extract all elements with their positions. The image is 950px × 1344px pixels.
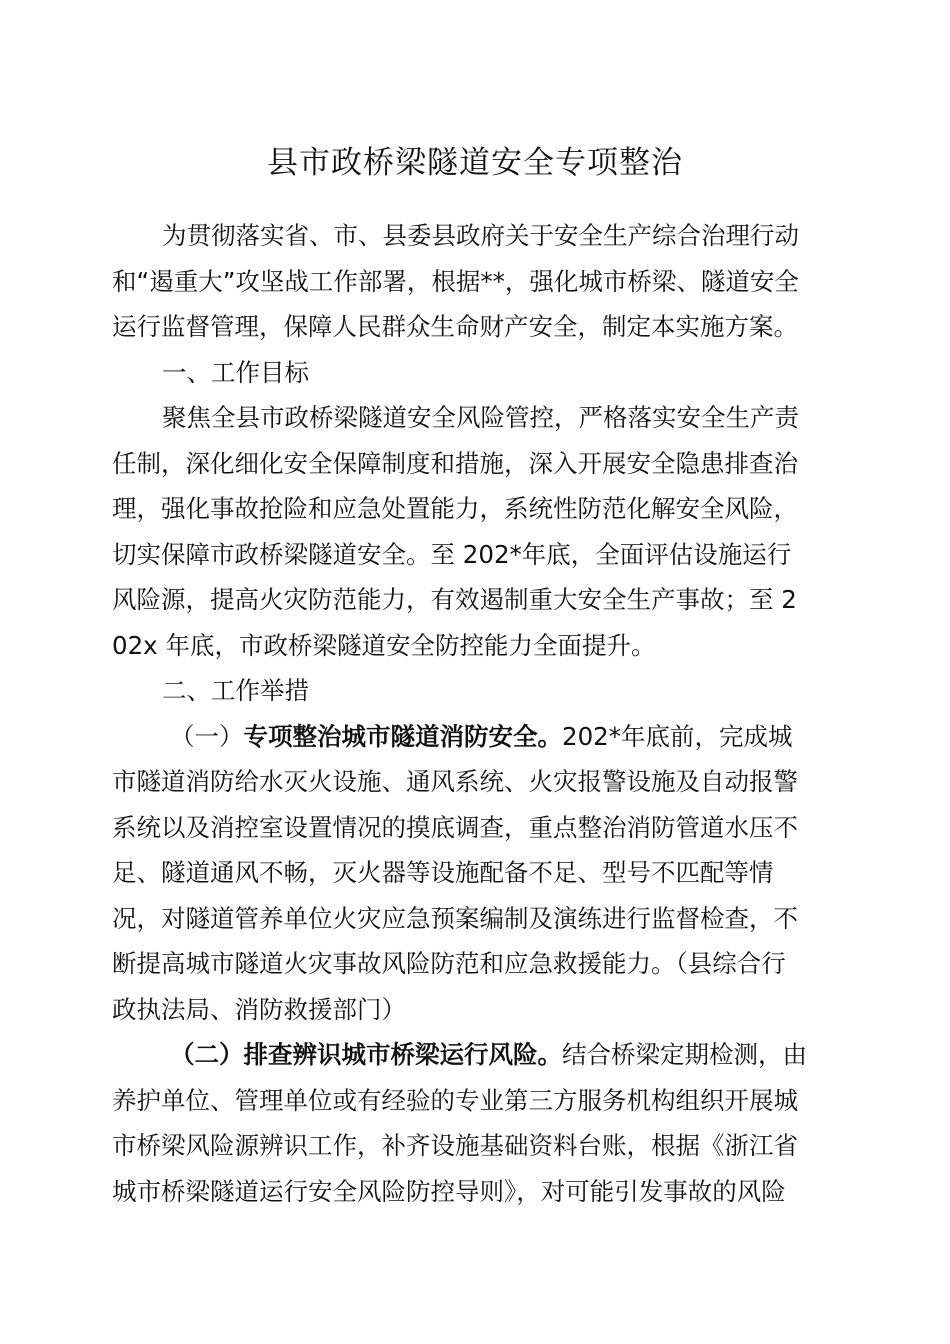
paragraph-line: 运行监督管理，保障人民群众生命财产安全，制定本实施方案。 <box>112 312 798 341</box>
document-title: 县市政桥梁隧道安全专项整治 <box>267 144 683 181</box>
item-2-first-line <box>112 1032 832 1078</box>
paragraph-line: 02x 年底，市政桥梁隧道安全防控能力全面提升。 <box>112 630 656 660</box>
section-heading-measures: 二、工作举措 <box>162 676 309 705</box>
paragraph-line: 足、隧道通风不畅，灭火器等设施配备不足、型号不匹配等情 <box>112 858 774 887</box>
paragraph-line: 为贯彻落实省、市、县委县政府关于安全生产综合治理行动 <box>162 221 799 250</box>
item-1-text: 202*年底前，完成城 <box>562 721 793 751</box>
item-2-heading: （二）排查辨识城市桥梁运行风险。 <box>170 1040 562 1069</box>
paragraph-line: 城市桥梁隧道运行安全风险防控导则》，对可能引发事故的风险 <box>112 1176 786 1206</box>
paragraph-line: 和“遏重大”攻坚战工作部署，根据**，强化城市桥梁、隧道安全 <box>112 266 799 296</box>
paragraph-line: 况，对隧道管养单位火灾应急预案编制及演练进行监督检查，不 <box>112 903 798 933</box>
paragraph-line: 任制，深化细化安全保障制度和措施，深入开展安全隐患排查治 <box>112 448 798 478</box>
paragraph-line: 理，强化事故抢险和应急处置能力，系统性防范化解安全风险， <box>112 494 798 523</box>
paragraph-line: 切实保障市政桥梁隧道安全。至 202*年底，全面评估设施运行 <box>112 539 792 569</box>
paragraph-line: 政执法局、消防救援部门） <box>112 994 406 1024</box>
paragraph-line: 系统以及消控室设置情况的摸底调查，重点整治消防管道水压不 <box>112 812 798 842</box>
item-1-first-line <box>112 714 832 760</box>
document-body <box>112 213 832 1214</box>
item-2-text: 结合桥梁定期检测，由 <box>562 1040 807 1069</box>
paragraph-line: 养护单位、管理单位或有经验的专业第三方服务机构组织开展城 <box>112 1085 798 1115</box>
item-1-heading: 专项整治城市隧道消防安全。 <box>243 721 562 751</box>
item-1-prefix: （一） <box>170 721 244 751</box>
paragraph-line: 风险源，提高火灾防范能力，有效遏制重大安全生产事故；至 2 <box>112 585 797 614</box>
paragraph-line: 断提高城市隧道火灾事故风险防范和应急救援能力。（县综合行 <box>112 949 786 978</box>
section-heading-goals: 一、工作目标 <box>162 357 309 387</box>
paragraph-line: 市隧道消防给水灭火设施、通风系统、火灾报警设施及自动报警 <box>112 767 798 796</box>
paragraph-line: 聚焦全县市政桥梁隧道安全风险管控，严格落实安全生产责 <box>162 403 799 432</box>
paragraph-line: 市桥梁风险源辨识工作，补齐设施基础资料台账，根据《浙江省 <box>112 1131 798 1160</box>
